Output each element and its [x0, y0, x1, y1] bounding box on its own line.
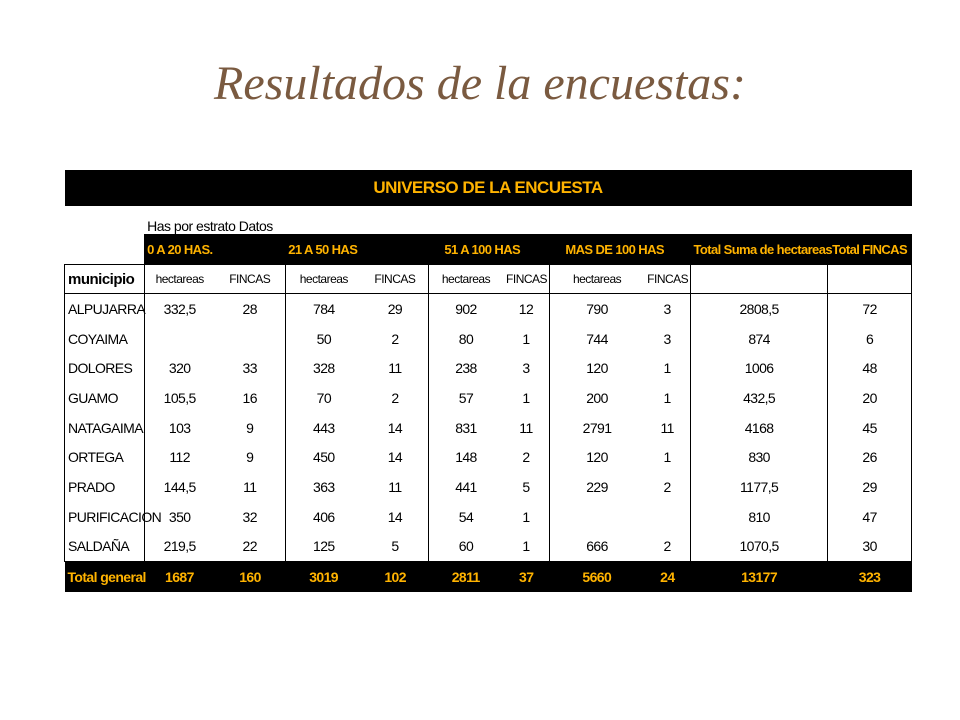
stratum-label: Has por estrato — [147, 218, 236, 234]
table-cell: 320 — [168, 360, 191, 377]
table-cell: 2791 — [582, 419, 612, 436]
table-cell: 20 — [828, 383, 912, 413]
table-cell: 3 — [644, 324, 690, 354]
subheader-row — [65, 265, 912, 294]
municipality-cell: Total general — [65, 562, 145, 593]
municipality-cell: NATAGAIMA — [65, 413, 145, 443]
table-cell: 902 — [455, 300, 477, 317]
table-cell: 1687 — [144, 562, 215, 593]
table-cell — [644, 502, 690, 532]
table-cell: 60 — [428, 532, 503, 562]
table-cell: 29 — [828, 472, 912, 502]
farms-subheader: FINCAS — [362, 265, 429, 294]
table-cell: 11 — [362, 353, 429, 383]
table-cell: 37 — [503, 562, 549, 593]
table-row — [65, 324, 912, 354]
table-cell: 13177 — [691, 562, 828, 593]
table-cell — [144, 324, 215, 354]
survey-table — [64, 170, 912, 592]
table-cell: 9 — [215, 442, 286, 472]
hectares-subheader: hectareas — [549, 265, 644, 294]
municipality-cell: PURIFICACION — [65, 502, 145, 532]
table-cell: 9 — [215, 413, 286, 443]
table-cell: 54 — [458, 508, 474, 525]
stratum-header: 51 A 100 HAS — [428, 234, 549, 265]
municipality-cell: ALPUJARRA — [65, 294, 145, 324]
table-cell: 5 — [503, 472, 549, 502]
table-row — [65, 383, 912, 413]
stratum-header: 0 A 20 HAS. — [144, 234, 285, 265]
table-cell: 80 — [458, 330, 474, 347]
table-cell: 363 — [313, 478, 335, 495]
table-row — [65, 294, 912, 324]
table-cell: 441 — [455, 478, 477, 495]
total-hectares-header: Total Suma de hectareas — [691, 234, 828, 265]
table-cell: 11 — [503, 413, 549, 443]
table-cell: 432,5 — [691, 383, 828, 413]
table-cell: 744 — [586, 330, 608, 347]
table-cell: 790 — [586, 300, 608, 317]
table-cell: 32 — [215, 502, 286, 532]
table-cell: 2 — [362, 324, 429, 354]
table-cell: 14 — [362, 502, 429, 532]
table-cell: 160 — [215, 562, 286, 593]
total-row — [65, 562, 912, 593]
table-banner: UNIVERSO DE LA ENCUESTA — [65, 170, 912, 206]
table-cell: 874 — [691, 324, 828, 354]
hectares-subheader: hectareas — [285, 265, 362, 294]
table-cell: 70 — [316, 389, 332, 406]
table-cell: 6 — [828, 324, 912, 354]
table-cell: 125 — [285, 532, 362, 562]
table-cell: 784 — [313, 300, 335, 317]
table-cell: 666 — [549, 532, 644, 562]
farms-subheader: FINCAS — [644, 265, 690, 294]
table-cell: 450 — [313, 449, 335, 466]
table-cell: 47 — [828, 502, 912, 532]
table-cell: 3019 — [285, 562, 362, 593]
stratum-header: 21 A 50 HAS — [285, 234, 428, 265]
strata-header-row — [65, 234, 912, 265]
table-cell: 33 — [215, 353, 286, 383]
table-cell: 5 — [362, 532, 429, 562]
table-cell: 72 — [828, 294, 912, 324]
municipality-cell: GUAMO — [65, 383, 145, 413]
municipality-cell: ORTEGA — [65, 442, 145, 472]
table-cell: 22 — [215, 532, 286, 562]
table-row — [65, 413, 912, 443]
table-cell: 831 — [455, 419, 477, 436]
table-cell: 102 — [362, 562, 429, 593]
table-cell: 29 — [362, 294, 429, 324]
table-cell: 1 — [644, 353, 690, 383]
table-row — [65, 532, 912, 562]
data-label: Datos — [238, 218, 273, 234]
farms-subheader: FINCAS — [215, 265, 286, 294]
farms-subheader: FINCAS — [503, 265, 549, 294]
table-cell: 14 — [362, 442, 429, 472]
table-cell: 1006 — [691, 353, 828, 383]
pivot-labels-row — [65, 206, 912, 234]
table-cell: 11 — [215, 472, 286, 502]
table-cell: 112 — [169, 449, 190, 466]
hectares-subheader: hectareas — [428, 265, 503, 294]
table-cell — [549, 502, 644, 532]
table-cell: 229 — [586, 478, 608, 495]
table-cell: 28 — [215, 294, 286, 324]
table-cell: 30 — [828, 532, 912, 562]
hectares-subheader: hectareas — [144, 265, 215, 294]
table-row — [65, 472, 912, 502]
municipality-cell: PRADO — [65, 472, 145, 502]
table-row — [65, 353, 912, 383]
table-cell: 48 — [828, 353, 912, 383]
table-cell: 219,5 — [144, 532, 215, 562]
slide-title: Resultados de la encuestas: — [214, 57, 746, 110]
table-cell: 105,5 — [163, 389, 196, 406]
table-cell: 120 — [586, 360, 608, 377]
table-cell: 14 — [362, 413, 429, 443]
table-cell: 4168 — [691, 413, 828, 443]
table-cell: 1 — [644, 383, 690, 413]
table-cell: 11 — [362, 472, 429, 502]
table-cell: 1 — [503, 383, 549, 413]
table-cell: 144,5 — [163, 478, 196, 495]
table-cell: 350 — [168, 508, 191, 525]
table-cell: 2 — [362, 383, 429, 413]
table-cell: 12 — [503, 294, 549, 324]
table-cell: 3 — [644, 294, 690, 324]
table-cell: 2811 — [428, 562, 503, 593]
table-row — [65, 442, 912, 472]
table-cell: 120 — [586, 449, 608, 466]
table-cell: 1070,5 — [691, 532, 828, 562]
municipality-header: municipio — [65, 265, 145, 294]
table-cell — [215, 324, 286, 354]
municipality-cell: SALDAÑA — [65, 532, 145, 562]
banner-row — [65, 170, 912, 206]
table-cell: 26 — [828, 442, 912, 472]
table-cell: 1 — [644, 442, 690, 472]
table-cell: 1 — [503, 502, 549, 532]
table-cell: 1177,5 — [691, 472, 828, 502]
table-cell: 406 — [313, 508, 335, 525]
table-cell: 16 — [215, 383, 286, 413]
table-cell: 200 — [586, 389, 608, 406]
table-cell: 148 — [455, 449, 477, 466]
table-cell: 11 — [644, 413, 690, 443]
municipality-cell: COYAIMA — [65, 324, 145, 354]
table-cell: 830 — [691, 442, 828, 472]
table-cell: 2808,5 — [691, 294, 828, 324]
table-cell: 2 — [644, 532, 690, 562]
table-cell: 5660 — [549, 562, 644, 593]
total-farms-header: Total FINCAS — [828, 234, 912, 265]
table-cell: 443 — [313, 419, 335, 436]
table-cell: 328 — [313, 360, 335, 377]
table-cell: 1 — [503, 324, 549, 354]
table-cell: 1 — [503, 532, 549, 562]
table-cell: 238 — [455, 360, 477, 377]
table-cell: 810 — [691, 502, 828, 532]
table-cell: 2 — [503, 442, 549, 472]
table-row — [65, 502, 912, 532]
table-cell: 323 — [828, 562, 912, 593]
table-cell: 3 — [503, 353, 549, 383]
table-cell: 57 — [458, 389, 474, 406]
table-cell: 332,5 — [163, 300, 196, 317]
table-cell: 50 — [316, 330, 332, 347]
stratum-header: MAS DE 100 HAS — [549, 234, 690, 265]
table-cell: 45 — [828, 413, 912, 443]
table-cell: 103 — [168, 419, 191, 436]
table-cell: 2 — [644, 472, 690, 502]
municipality-cell: DOLORES — [65, 353, 145, 383]
table-cell: 24 — [644, 562, 690, 593]
